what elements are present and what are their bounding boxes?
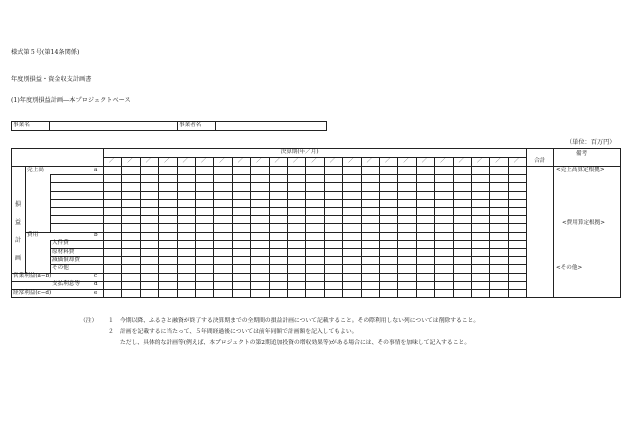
- business-name-label: 事業名: [13, 122, 30, 128]
- period-slash: ／: [458, 157, 465, 164]
- row-label-expenses: 費用: [27, 232, 39, 239]
- period-slash: ／: [127, 157, 133, 164]
- period-slash: ／: [403, 157, 409, 164]
- table-border-right: [620, 148, 621, 298]
- period-column-line: [287, 157, 288, 297]
- row-label-ordinary-profit: 経常利益(c−d): [13, 289, 52, 296]
- period-slash: ／: [477, 157, 483, 164]
- total-header: 合計: [534, 158, 546, 164]
- notes-label: （注）: [80, 318, 98, 324]
- grid-row-line: [103, 207, 526, 208]
- row-label-depreciation: 減価償却費: [52, 256, 80, 263]
- period-column-line: [379, 157, 380, 297]
- period-column-line: [305, 157, 306, 297]
- grid-row-line: [103, 273, 526, 274]
- grid-row-line: [103, 215, 526, 216]
- period-slash: ／: [164, 157, 170, 164]
- period-column-line: [213, 157, 214, 297]
- grid-row-line: [103, 182, 526, 183]
- row-label-interest: 支払利息等: [52, 281, 80, 288]
- remarks-header: 備考: [576, 151, 588, 157]
- period-column-line: [453, 157, 454, 297]
- period-column-line: [526, 148, 527, 297]
- period-column-line: [158, 157, 159, 297]
- period-slash: ／: [274, 157, 281, 164]
- period-slash: ／: [145, 157, 152, 164]
- row-label-other: その他: [52, 265, 69, 271]
- row-label-personnel: 人件費: [52, 240, 69, 247]
- period-slash: ／: [385, 157, 391, 164]
- form-number: 様式第５号(第14条関係): [11, 49, 80, 56]
- note-2-number: ２: [108, 329, 114, 335]
- period-slash: ／: [182, 157, 189, 164]
- row-code-b: b: [94, 232, 98, 239]
- grid-row-line: [103, 264, 526, 265]
- period-column-line: [232, 157, 233, 297]
- grid-row-line: [103, 232, 526, 233]
- period-slash: ／: [201, 157, 207, 164]
- operator-name-label: 事業者名: [179, 122, 202, 128]
- period-column-line: [177, 157, 178, 297]
- section-title: (1)年度別損益計画―本プロジェクトベース: [11, 97, 131, 104]
- period-slash: ／: [440, 157, 446, 164]
- label-row-line: [50, 223, 103, 224]
- grid-row-line: [103, 191, 526, 192]
- period-slash: ／: [329, 157, 336, 164]
- period-column-line: [434, 157, 435, 297]
- note-2: 計画を記載するに当たって、５年間経過後については前年同額で計画額を記入してもよい。: [120, 329, 358, 335]
- period-slash: ／: [219, 157, 225, 164]
- period-slash: ／: [109, 157, 115, 164]
- period-slash: ／: [293, 157, 299, 164]
- row-label-materials: 原材料費: [52, 248, 75, 255]
- period-slash: ／: [348, 157, 354, 164]
- period-slash: ／: [311, 157, 317, 164]
- remarks-sales-basis: <売上高算定根拠>: [556, 166, 605, 173]
- group-label-char: 益: [15, 218, 22, 226]
- sales-sub-divider: [50, 174, 51, 231]
- period-column-line: [508, 157, 509, 297]
- grid-row-line: [103, 199, 526, 200]
- period-column-line: [416, 157, 417, 297]
- period-column-line: [342, 157, 343, 297]
- row-code-a: a: [94, 166, 98, 173]
- grid-row-line: [103, 223, 526, 224]
- period-column-line: [324, 157, 325, 297]
- label-row-line: [50, 174, 103, 175]
- group-label-char: 画: [15, 254, 22, 262]
- period-slash: ／: [421, 157, 428, 164]
- row-code-c: c: [94, 273, 98, 280]
- grid-row-line: [103, 289, 526, 290]
- group-label-char: 計: [15, 236, 22, 244]
- label-row-line: [50, 182, 103, 183]
- row-code-d: d: [94, 281, 98, 288]
- period-slash: ／: [513, 157, 520, 164]
- grid-row-line: [103, 240, 526, 241]
- row-label-operating-profit: 営業利益(a−b): [13, 273, 52, 280]
- grid-row-line: [103, 248, 526, 249]
- remarks-cost-basis: <費用算定根拠>: [562, 219, 605, 226]
- period-slash: ／: [237, 157, 244, 164]
- grid-row-line: [103, 174, 526, 175]
- table-border-bottom: [11, 297, 620, 298]
- remarks-column-line: [553, 148, 554, 297]
- period-column-line: [397, 157, 398, 297]
- grid-row-line: [103, 281, 526, 282]
- period-header: 決算期(年／月): [280, 148, 319, 155]
- period-column-line: [471, 157, 472, 297]
- row-label-sales: 売上高: [27, 166, 44, 173]
- label-row-line: [50, 215, 103, 216]
- group-label-divider: [25, 166, 26, 273]
- period-column-line: [140, 157, 141, 297]
- note-1: 今期以降、ふるさと融資が終了する決算期までの全期間の損益計画について記載すること。その際利用しない列については削除すること。: [120, 318, 480, 324]
- group-label-char: 損: [15, 200, 22, 208]
- document-title: 年度別損益・資金収支計画書: [11, 76, 92, 83]
- period-slash: ／: [495, 157, 501, 164]
- expense-sub-divider: [50, 240, 51, 273]
- unit-note: （単位：百万円）: [566, 139, 616, 146]
- period-column-line: [361, 157, 362, 297]
- remarks-other: <その他>: [556, 265, 583, 271]
- grid-row-line: [103, 256, 526, 257]
- note-3: ただし、具体的な計画等(例えば、本プロジェクトの第2期追加投資の増収効果等)がある場合には、その事情を加味して記入すること。: [120, 340, 471, 346]
- period-column-line: [269, 157, 270, 297]
- label-row-line: [50, 207, 103, 208]
- note-1-number: １: [108, 318, 114, 324]
- table-border-left: [11, 148, 12, 298]
- label-row-line: [50, 191, 103, 192]
- row-code-e: e: [94, 289, 98, 296]
- period-column-line: [250, 157, 251, 297]
- period-column-line: [195, 157, 196, 297]
- period-column-line: [489, 157, 490, 297]
- period-column-line: [121, 157, 122, 297]
- label-row-line: [50, 199, 103, 200]
- period-slash: ／: [366, 157, 373, 164]
- period-slash: ／: [256, 157, 262, 164]
